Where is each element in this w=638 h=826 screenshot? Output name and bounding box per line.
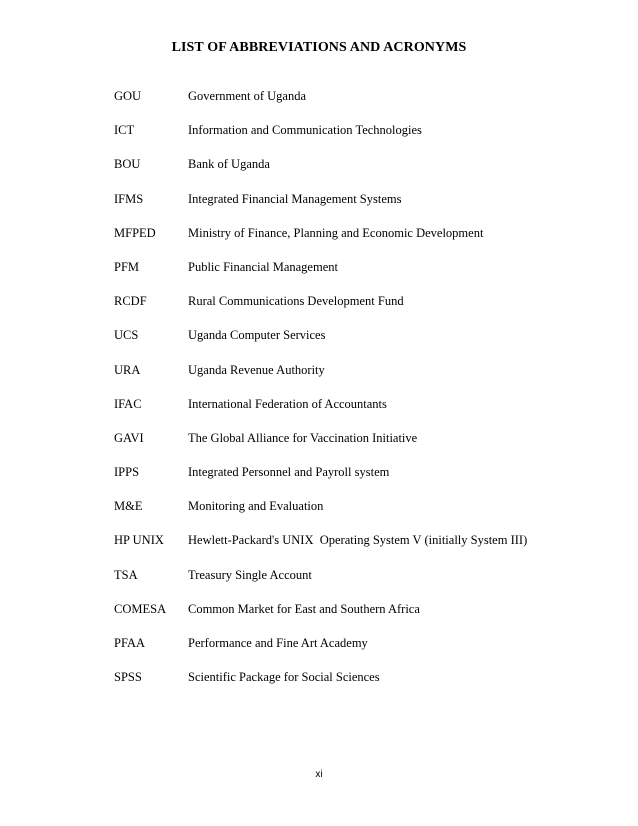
abbreviation-row [114, 635, 594, 669]
abbreviation-row [114, 498, 594, 532]
abbreviation-term: IFMS [114, 191, 144, 206]
abbreviation-term: PFM [114, 259, 140, 274]
abbreviation-list [114, 88, 594, 703]
page-title: LIST OF ABBREVIATIONS AND ACRONYMS [171, 40, 467, 55]
abbreviation-term: IPPS [114, 465, 140, 480]
abbreviation-definition: Integrated Personnel and Payroll system [188, 465, 390, 480]
abbreviation-row [114, 293, 594, 327]
abbreviation-definition: International Federation of Accountants [188, 396, 387, 411]
abbreviation-term: PFAA [114, 636, 146, 650]
abbreviation-definition: Rural Communications Development Fund [188, 294, 404, 309]
abbreviation-definition: Integrated Financial Management Systems [188, 191, 402, 206]
abbreviation-row [114, 327, 594, 361]
abbreviation-row [114, 122, 594, 156]
abbreviation-definition: Ministry of Finance, Planning and Economic Development [188, 225, 484, 240]
abbreviation-row [114, 464, 594, 498]
abbreviation-definition: Common Market for East and Southern Africa [188, 601, 420, 616]
abbreviation-row [114, 396, 594, 430]
abbreviation-definition: Bank of Uganda [188, 157, 270, 172]
abbreviation-row [114, 191, 594, 225]
abbreviation-term: MFPED [114, 225, 156, 240]
abbreviation-definition: Monitoring and Evaluation [188, 499, 324, 514]
abbreviation-definition: Public Financial Management [188, 259, 338, 274]
abbreviation-term: GAVI [114, 430, 144, 445]
abbreviation-row [114, 567, 594, 601]
abbreviation-term: M&E [114, 499, 143, 514]
abbreviation-row [114, 225, 594, 259]
abbreviation-row [114, 601, 594, 635]
abbreviation-term: ICT [114, 123, 135, 138]
abbreviation-term: TSA [114, 567, 138, 582]
abbreviation-row [114, 362, 594, 396]
page-number: xi [315, 769, 323, 780]
abbreviation-row [114, 156, 594, 190]
abbreviation-term: BOU [114, 157, 141, 172]
abbreviation-definition: Uganda Computer Services [188, 328, 326, 343]
abbreviation-row [114, 259, 594, 293]
abbreviation-term: URA [114, 362, 141, 377]
abbreviation-definition: Treasury Single Account [188, 567, 312, 582]
abbreviation-term: COMESA [114, 601, 167, 616]
abbreviation-term: IFAC [114, 396, 142, 411]
abbreviation-definition: The Global Alliance for Vaccination Initiative [188, 430, 418, 445]
abbreviation-definition: Performance and Fine Art Academy [188, 636, 368, 650]
abbreviation-term: RCDF [114, 294, 147, 309]
abbreviation-definition: Scientific Package for Social Sciences [188, 670, 380, 685]
abbreviation-row [114, 430, 594, 464]
abbreviation-definition: Government of Uganda [188, 89, 307, 103]
abbreviation-definition: Information and Communication Technologies [188, 123, 422, 138]
abbreviation-term: UCS [114, 328, 139, 343]
abbreviation-definition: Hewlett-Packard's UNIX Operating System V (initially System III) [188, 533, 528, 548]
abbreviation-term: SPSS [114, 670, 142, 685]
abbreviation-term: HP UNIX [114, 533, 164, 548]
abbreviation-term: GOU [114, 89, 142, 103]
abbreviation-definition: Uganda Revenue Authority [188, 362, 325, 377]
abbreviation-row [114, 88, 594, 122]
abbreviation-row [114, 669, 594, 703]
abbreviation-row [114, 532, 594, 566]
